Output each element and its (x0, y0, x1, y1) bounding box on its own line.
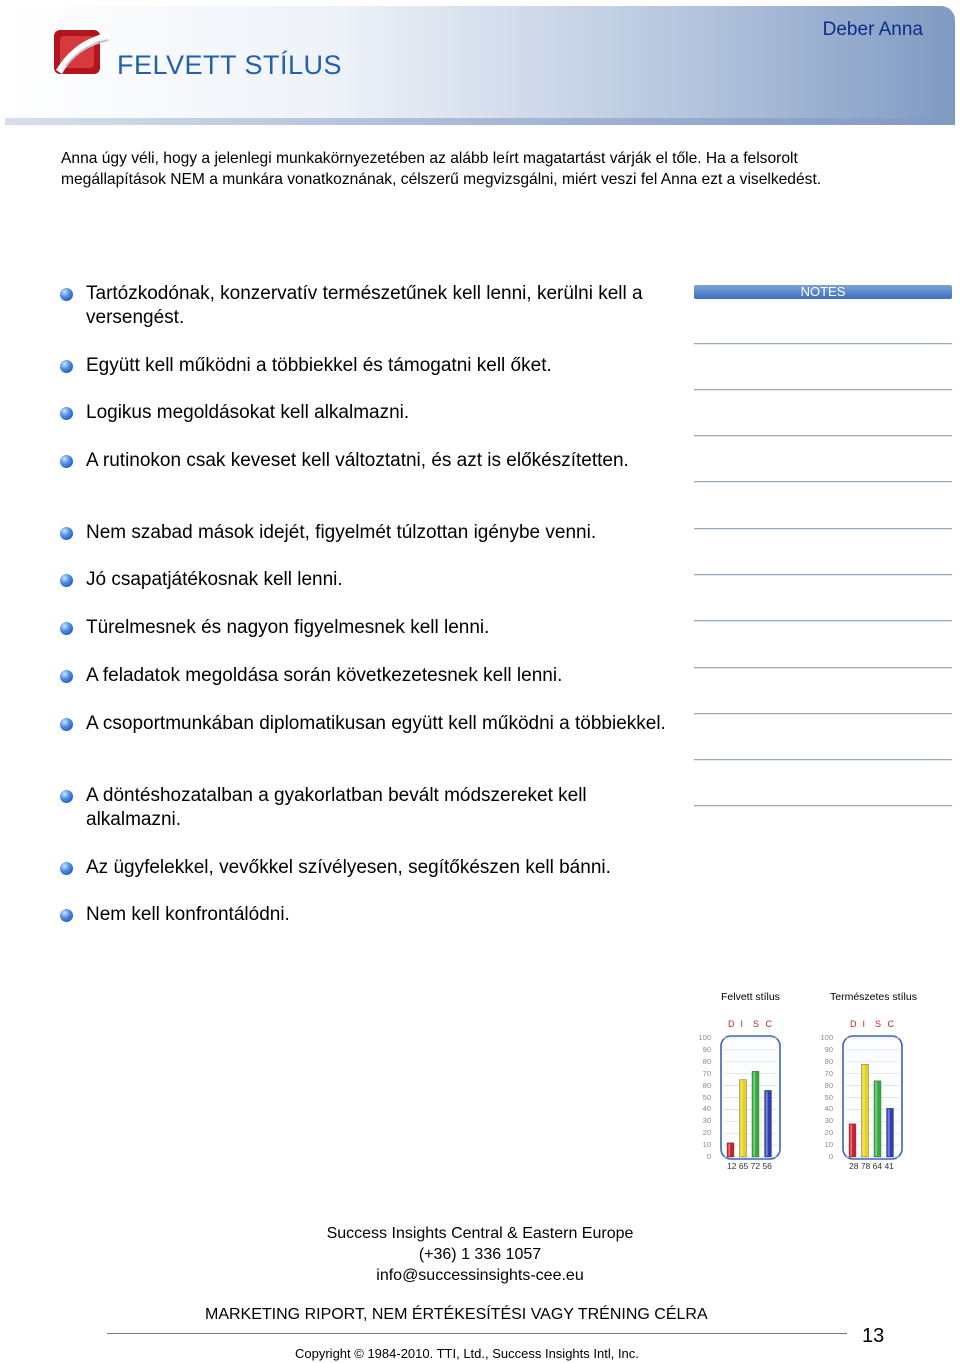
y-tick-label: 90 (702, 1044, 711, 1054)
bullet-icon (60, 288, 73, 301)
category-label: C (887, 1019, 894, 1029)
footer-phone: (+36) 1 336 1057 (418, 1246, 542, 1263)
category-label: D (850, 1019, 857, 1029)
bar-i (740, 1080, 747, 1157)
y-tick-label: 50 (824, 1092, 833, 1102)
list-item-text: Az ügyfelekkel, vevőkkel szívélyesen, segítőkészen kell bánni. (86, 857, 611, 878)
y-tick-label: 10 (702, 1140, 711, 1150)
list-item (60, 712, 670, 736)
notes-line[interactable] (694, 620, 952, 621)
list-item (60, 903, 670, 927)
bar-highlight (753, 1072, 755, 1156)
bar-highlight (863, 1065, 865, 1156)
report-type: MARKETING RIPORT, NEM ÉRTÉKESÍTÉSI VAGY TRÉNING CÉLRA (205, 1306, 708, 1323)
y-tick-label: 50 (702, 1092, 711, 1102)
bullet-icon (60, 360, 73, 373)
bullet-icon (60, 622, 73, 635)
chart-title-adapted: Felvett stílus (721, 991, 780, 1003)
list-item-text: Együtt kell működni a többiekkel és támogatni kell őket. (86, 355, 552, 376)
notes-line[interactable] (694, 574, 952, 575)
category-label: C (765, 1019, 772, 1029)
value-labels: 12 65 72 56 (727, 1161, 772, 1171)
list-item-text: A döntéshozatalban a gyakorlatban bevált módszereket kell alkalmazni. (86, 785, 587, 830)
intro-paragraph: Anna úgy véli, hogy a jelenlegi munkakörnyezetében az alább leírt magatartást várják el tőle. Ha a felsorolt megállapítások NEM a munkára vonatkoznának, célszerű megvizsgálni, miért veszi fel Anna ezt a viselkedést. (61, 150, 822, 188)
category-label: I (862, 1019, 866, 1029)
list-item (60, 784, 670, 832)
list-item (60, 449, 670, 473)
bar-c (765, 1090, 772, 1157)
disc-chart-natural (815, 1015, 915, 1175)
bar-i (862, 1064, 869, 1157)
notes-line[interactable] (694, 805, 952, 806)
bar-highlight (888, 1109, 890, 1156)
footer-company: Success Insights Central & Eastern Europe (326, 1225, 634, 1242)
list-item-text: Nem kell konfrontálódni. (86, 904, 290, 925)
notes-line[interactable] (694, 389, 952, 390)
bar-highlight (875, 1082, 877, 1156)
y-tick-label: 80 (824, 1080, 833, 1090)
y-tick-label: 70 (702, 1068, 711, 1078)
bar-c (887, 1108, 894, 1157)
list-item (60, 401, 670, 425)
list-item-text: A csoportmunkában diplomatikusan együtt kell működni a többiekkel. (86, 713, 666, 734)
notes-line[interactable] (694, 528, 952, 529)
list-item (60, 354, 670, 378)
bar-s (874, 1081, 881, 1157)
bullet-icon (60, 574, 73, 587)
disc-chart-adapted (693, 1015, 793, 1175)
bullet-icon (60, 407, 73, 420)
y-tick-label: 20 (824, 1128, 833, 1138)
value-labels: 28 78 64 41 (849, 1161, 894, 1171)
notes-line[interactable] (694, 435, 952, 436)
y-tick-label: 90 (824, 1044, 833, 1054)
notes-line[interactable] (694, 343, 952, 344)
y-tick-label: 30 (824, 1116, 833, 1126)
bullet-icon (60, 790, 73, 803)
page-number: 13 (862, 1325, 885, 1347)
list-item (60, 282, 670, 330)
category-label: D (728, 1019, 735, 1029)
y-tick-label: 10 (824, 1140, 833, 1150)
bullet-icon (60, 862, 73, 875)
notes-line[interactable] (694, 481, 952, 482)
footer-divider (107, 1333, 847, 1334)
copyright: Copyright © 1984-2010. TTI, Ltd., Success Insights Intl, Inc. (295, 1346, 639, 1361)
list-item-text: Türelmesnek és nagyon figyelmesnek kell lenni. (86, 617, 490, 638)
y-tick-label: 100 (698, 1033, 711, 1042)
notes-line[interactable] (694, 713, 952, 714)
list-item-text: Tartózkodónak, konzervatív természetűnek kell lenni, kerülni kell a versengést. (86, 283, 643, 328)
header-divider (5, 118, 955, 125)
bullet-icon (60, 527, 73, 540)
category-label: S (875, 1019, 882, 1029)
bullet-icon (60, 909, 73, 922)
y-tick-label: 70 (824, 1068, 833, 1078)
y-tick-label: 80 (702, 1080, 711, 1090)
chart-title-natural: Természetes stílus (830, 991, 917, 1003)
company-logo (52, 26, 112, 80)
list-item-text: A rutinokon csak keveset kell változtatni, és azt is előkészítetten. (86, 450, 629, 471)
bar-highlight (728, 1144, 730, 1156)
list-item-text: Logikus megoldásokat kell alkalmazni. (86, 402, 410, 423)
y-tick-label: 80 (824, 1056, 833, 1066)
y-tick-label: 100 (820, 1033, 833, 1042)
bar-s (752, 1071, 759, 1157)
bullet-icon (60, 455, 73, 468)
notes-line[interactable] (694, 667, 952, 668)
y-tick-label: 40 (824, 1104, 833, 1114)
bar-highlight (850, 1125, 852, 1156)
category-label: S (753, 1019, 760, 1029)
bar-highlight (741, 1081, 743, 1156)
bar-d (727, 1143, 734, 1157)
person-name: Deber Anna (822, 19, 923, 40)
page-title: FELVETT STÍLUS (117, 50, 343, 80)
list-item (60, 664, 670, 688)
list-item (60, 521, 670, 545)
bar-highlight (766, 1091, 768, 1156)
y-tick-label: 20 (702, 1128, 711, 1138)
y-tick-label: 0 (706, 1152, 711, 1161)
notes-header: NOTES (694, 285, 952, 299)
list-item-text: Jó csapatjátékosnak kell lenni. (86, 569, 343, 590)
bar-d (849, 1124, 856, 1157)
list-item (60, 616, 670, 640)
notes-line[interactable] (694, 759, 952, 760)
footer-email: info@successinsights-cee.eu (376, 1267, 584, 1284)
list-item-text: A feladatok megoldása során következetesnek kell lenni. (86, 665, 563, 686)
bullet-icon (60, 670, 73, 683)
y-tick-label: 40 (702, 1104, 711, 1114)
y-tick-label: 80 (702, 1056, 711, 1066)
category-label: I (740, 1019, 744, 1029)
y-tick-label: 0 (828, 1152, 833, 1161)
list-item (60, 856, 670, 880)
y-tick-label: 30 (702, 1116, 711, 1126)
list-item (60, 568, 670, 592)
list-item-text: Nem szabad mások idejét, figyelmét túlzottan igénybe venni. (86, 522, 597, 543)
bullet-icon (60, 718, 73, 731)
